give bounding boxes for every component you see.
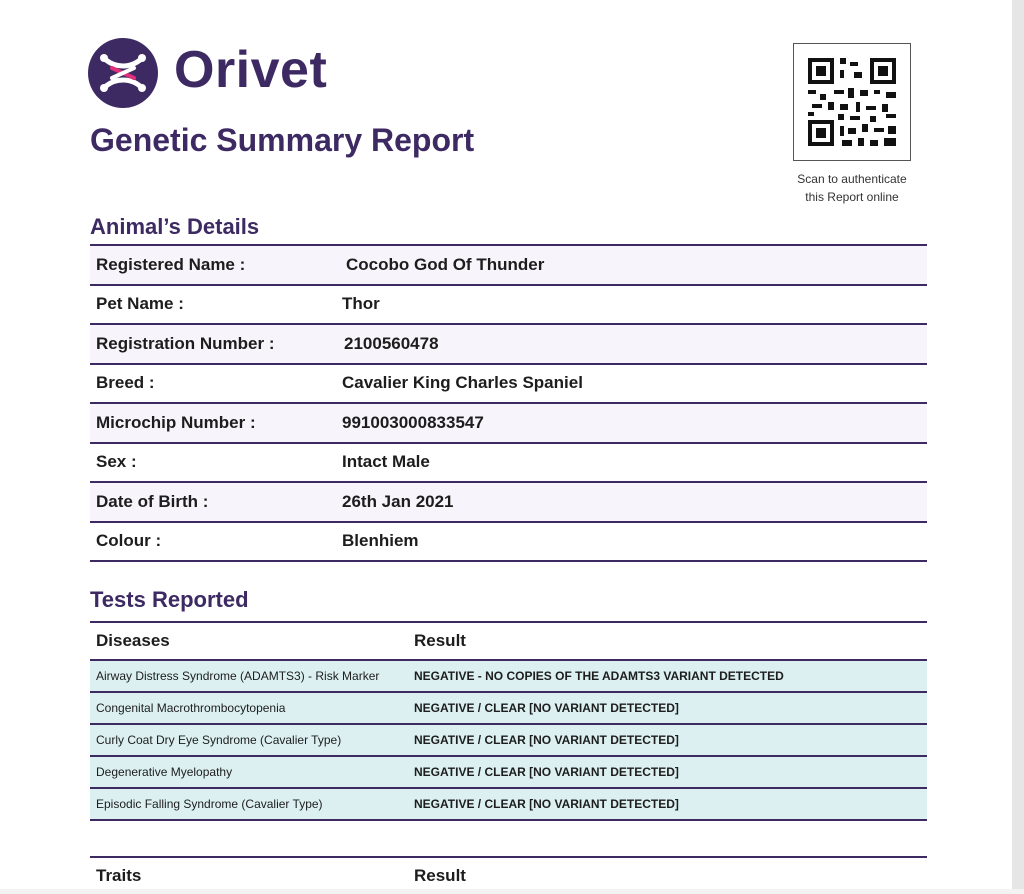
table-row bbox=[90, 693, 927, 725]
detail-label: Colour : bbox=[96, 531, 162, 551]
animal-details-heading: Animal’s Details bbox=[90, 214, 260, 239]
disease-result: NEGATIVE - NO COPIES OF THE ADAMTS3 VARIANT DETECTED bbox=[414, 669, 784, 683]
diseases-column-header: Diseases bbox=[96, 631, 170, 650]
traits-table-header bbox=[90, 856, 927, 894]
detail-row bbox=[90, 286, 927, 326]
diseases-table-header bbox=[90, 621, 927, 661]
disease-name: Congenital Macrothrombocytopenia bbox=[96, 701, 286, 715]
qr-caption bbox=[786, 170, 918, 206]
page-title: Genetic Summary Report bbox=[90, 122, 475, 158]
detail-value: Cavalier King Charles Spaniel bbox=[342, 373, 583, 393]
detail-label: Sex : bbox=[96, 452, 137, 472]
disease-name: Episodic Falling Syndrome (Cavalier Type) bbox=[96, 797, 323, 811]
qr-code-icon[interactable] bbox=[793, 43, 911, 161]
detail-value: Cocobo God Of Thunder bbox=[346, 254, 545, 274]
disease-result: NEGATIVE / CLEAR [NO VARIANT DETECTED] bbox=[414, 797, 679, 811]
detail-value: 2100560478 bbox=[344, 333, 439, 353]
detail-value: Blenhiem bbox=[342, 531, 419, 551]
traits-result-column-header: Result bbox=[414, 866, 466, 885]
disease-name: Airway Distress Syndrome (ADAMTS3) - Risk Marker bbox=[96, 669, 380, 683]
qr-caption-line2: this Report online bbox=[805, 190, 899, 204]
animal-details-table bbox=[90, 244, 927, 562]
traits-table bbox=[90, 856, 927, 894]
detail-row bbox=[90, 325, 927, 365]
dna-bone-logo-icon bbox=[88, 38, 158, 108]
table-row bbox=[90, 725, 927, 757]
tests-reported-heading: Tests Reported bbox=[90, 587, 249, 612]
detail-row bbox=[90, 246, 927, 286]
viewer-edge bbox=[1012, 0, 1024, 889]
qr-caption-line1: Scan to authenticate bbox=[797, 172, 907, 186]
detail-value: 26th Jan 2021 bbox=[342, 491, 454, 511]
disease-name: Curly Coat Dry Eye Syndrome (Cavalier Type) bbox=[96, 733, 342, 747]
diseases-table bbox=[90, 621, 927, 821]
disease-result: NEGATIVE / CLEAR [NO VARIANT DETECTED] bbox=[414, 701, 679, 715]
detail-row bbox=[90, 365, 927, 405]
traits-column-header: Traits bbox=[96, 866, 142, 885]
result-column-header: Result bbox=[414, 631, 466, 650]
detail-row bbox=[90, 523, 927, 563]
disease-result: NEGATIVE / CLEAR [NO VARIANT DETECTED] bbox=[414, 765, 679, 779]
brand-name: Orivet bbox=[174, 41, 328, 99]
table-row bbox=[90, 661, 927, 693]
detail-row bbox=[90, 404, 927, 444]
detail-label: Registration Number : bbox=[96, 333, 275, 353]
detail-label: Pet Name : bbox=[96, 294, 184, 314]
detail-label: Date of Birth : bbox=[96, 491, 209, 511]
disease-result: NEGATIVE / CLEAR [NO VARIANT DETECTED] bbox=[414, 733, 679, 747]
detail-row bbox=[90, 444, 927, 484]
detail-label: Breed : bbox=[96, 373, 155, 393]
detail-value: 991003000833547 bbox=[342, 412, 484, 432]
table-row bbox=[90, 757, 927, 789]
detail-label: Microchip Number : bbox=[96, 412, 256, 432]
table-row bbox=[90, 789, 927, 821]
detail-row bbox=[90, 483, 927, 523]
detail-label: Registered Name : bbox=[96, 254, 246, 274]
disease-name: Degenerative Myelopathy bbox=[96, 765, 233, 779]
detail-value: Thor bbox=[342, 294, 380, 314]
detail-value: Intact Male bbox=[342, 452, 430, 472]
